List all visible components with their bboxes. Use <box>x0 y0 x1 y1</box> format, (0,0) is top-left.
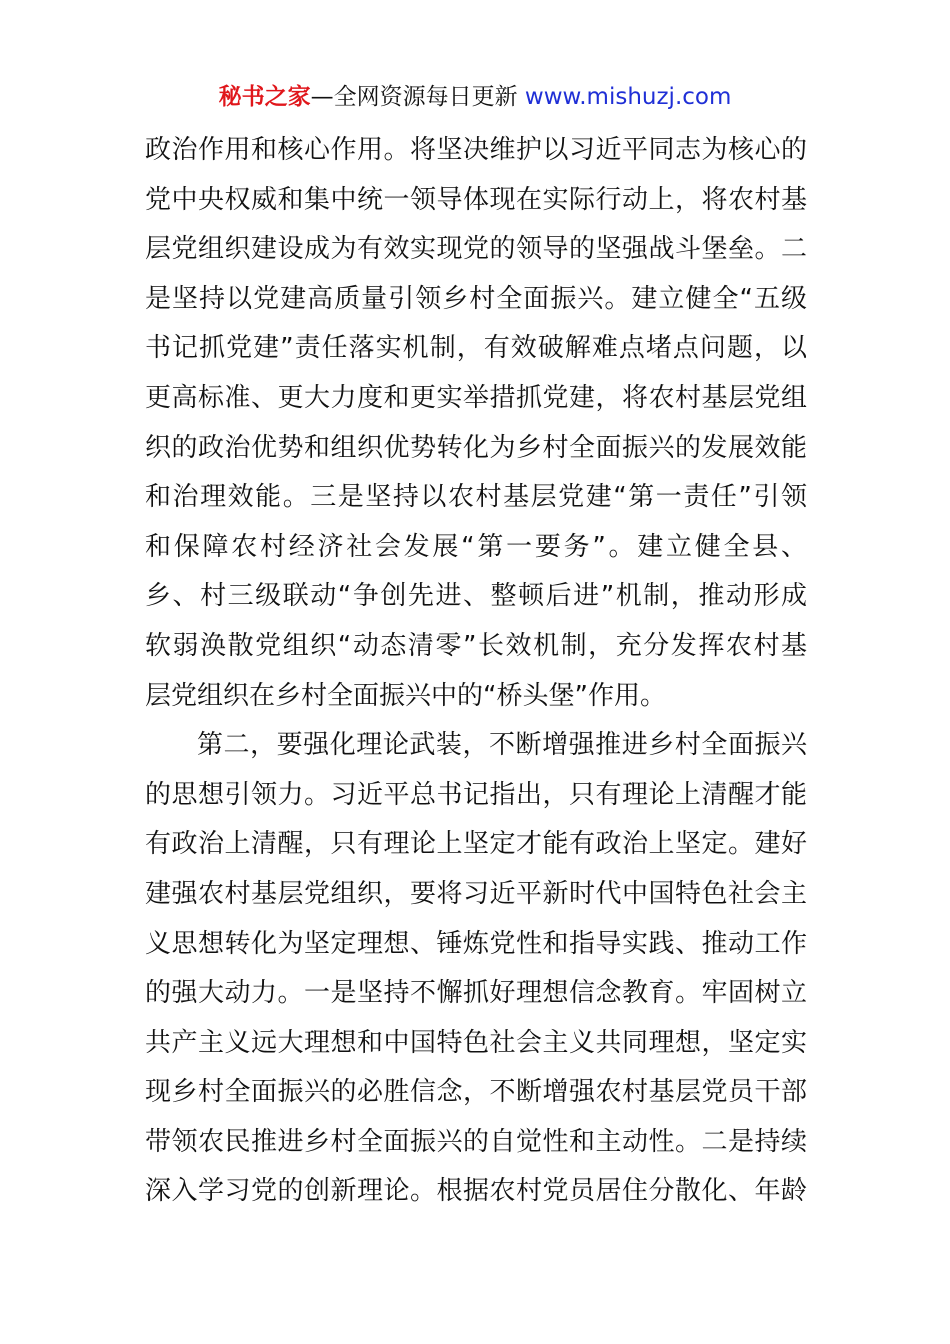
text-line: 织的政治优势和组织优势转化为乡村全面振兴的发展效能 <box>145 432 807 463</box>
header-tagline: —全网资源每日更新 <box>310 84 525 110</box>
text-line: 层党组织建设成为有效实现党的领导的坚强战斗堡垒。二 <box>145 234 807 265</box>
text-line: 书记抓党建”责任落实机制，有效破解难点堵点问题，以 <box>145 333 807 364</box>
text-line: 建强农村基层党组织，要将习近平新时代中国特色社会主 <box>145 878 807 909</box>
text-line: 是坚持以党建高质量引领乡村全面振兴。建立健全“五级 <box>145 283 807 314</box>
text-line: 带领农民推进乡村全面振兴的自觉性和主动性。二是持续 <box>145 1126 807 1157</box>
text-line: 党中央权威和集中统一领导体现在实际行动上，将农村基 <box>145 184 807 215</box>
text-line: 的思想引领力。习近平总书记指出，只有理论上清醒才能 <box>145 779 807 810</box>
site-url: www.mishuzj.com <box>524 84 732 110</box>
document-body <box>145 126 807 1217</box>
text-line: 现乡村全面振兴的必胜信念，不断增强农村基层党员干部 <box>145 1077 807 1108</box>
paragraph-end-line: 层党组织在乡村全面振兴中的“桥头堡”作用。 <box>145 680 666 711</box>
text-line: 深入学习党的创新理论。根据农村党员居住分散化、年龄 <box>145 1176 807 1207</box>
text-line: 的强大动力。一是坚持不懈抓好理想信念教育。牢固树立 <box>145 978 807 1009</box>
text-line: 软弱涣散党组织“动态清零”长效机制，充分发挥农村基 <box>145 630 807 661</box>
text-line: 义思想转化为坚定理想、锤炼党性和指导实践、推动工作 <box>145 928 807 959</box>
text-line: 有政治上清醒，只有理论上坚定才能有政治上坚定。建好 <box>145 829 807 860</box>
text-line: 和保障农村经济社会发展“第一要务”。建立健全县、 <box>145 531 807 562</box>
paragraph-start-line: 第二，要强化理论武装，不断增强推进乡村全面振兴 <box>197 730 807 761</box>
text-line: 更高标准、更大力度和更实举措抓党建，将农村基层党组 <box>145 382 807 413</box>
text-line: 和治理效能。三是坚持以农村基层党建“第一责任”引领 <box>145 482 807 513</box>
text-line: 共产主义远大理想和中国特色社会主义共同理想，坚定实 <box>145 1027 807 1058</box>
text-line: 乡、村三级联动“争创先进、整顿后进”机制，推动形成 <box>145 581 807 612</box>
text-line: 政治作用和核心作用。将坚决维护以习近平同志为核心的 <box>145 135 807 165</box>
site-header <box>0 82 950 112</box>
brand-name: 秘书之家 <box>218 84 311 110</box>
